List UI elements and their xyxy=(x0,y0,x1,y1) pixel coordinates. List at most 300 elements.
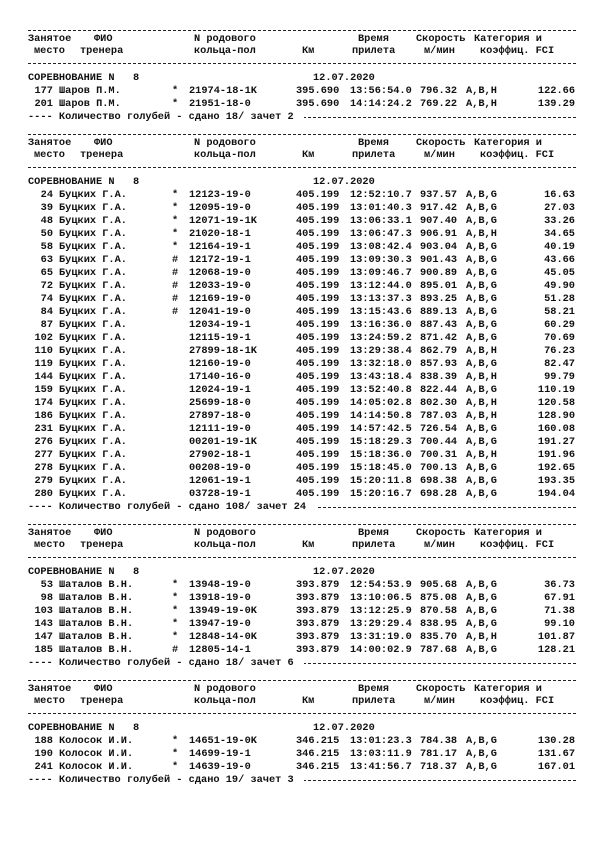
table-row xyxy=(28,631,576,644)
place-cell: 87 xyxy=(40,319,53,331)
distance-cell: 405.199 xyxy=(296,254,340,266)
distance-cell: 393.879 xyxy=(296,644,340,656)
mark-cell: * xyxy=(172,579,179,591)
table-row xyxy=(28,605,576,618)
category-cell: A,B,H xyxy=(466,345,497,357)
mark-cell: # xyxy=(172,644,179,656)
trainer-cell: Буцких Г.А. xyxy=(59,267,127,279)
ring-cell: 13918-19-0 xyxy=(189,592,251,604)
coefficient-cell: 27.03 xyxy=(544,202,575,214)
header-place: Занятое xyxy=(28,137,72,149)
ring-cell: 14699-19-1 xyxy=(189,748,251,760)
category-cell: A,B,G xyxy=(466,358,497,370)
category-cell: A,B,G xyxy=(466,319,497,331)
competition-date: 12.07.2020 xyxy=(313,722,375,734)
place-cell: 280 xyxy=(34,488,53,500)
place-cell: 277 xyxy=(34,449,53,461)
header-fio-sub: тренера xyxy=(80,45,124,57)
mark-cell: # xyxy=(172,306,179,318)
distance-cell: 395.690 xyxy=(296,85,340,97)
place-cell: 174 xyxy=(34,397,53,409)
table-row xyxy=(28,488,576,501)
distance-cell: 405.199 xyxy=(296,280,340,292)
header-time-sub: прилета xyxy=(352,45,396,57)
arrival-time-cell: 13:13:37.3 xyxy=(350,293,412,305)
coefficient-cell: 101.87 xyxy=(537,631,575,643)
summary-text: ---- Количество голубей - сдано 108/ зачет 24 xyxy=(28,501,316,514)
coefficient-cell: 128.21 xyxy=(537,644,575,656)
ring-cell: 12111-19-0 xyxy=(189,423,251,435)
header-fio: ФИО xyxy=(94,683,113,695)
header-time: Время xyxy=(358,33,389,45)
coefficient-cell: 194.04 xyxy=(537,488,575,500)
header-time-sub: прилета xyxy=(352,695,396,707)
column-header xyxy=(28,525,576,551)
place-cell: 276 xyxy=(34,436,53,448)
competition-title: СОРЕВНОВАНИЕ N 8 xyxy=(28,72,140,84)
coefficient-cell: 60.29 xyxy=(544,319,575,331)
place-cell: 201 xyxy=(34,98,53,110)
arrival-time-cell: 13:12:25.9 xyxy=(350,605,412,617)
place-cell: 74 xyxy=(40,293,53,305)
distance-cell: 405.199 xyxy=(296,449,340,461)
results-section xyxy=(28,524,576,670)
header-speed: Скорость xyxy=(416,137,466,149)
spacer xyxy=(28,558,576,566)
arrival-time-cell: 13:32:18.0 xyxy=(350,358,412,370)
header-ring: N родового xyxy=(194,33,256,45)
trainer-cell: Буцких Г.А. xyxy=(59,358,127,370)
ring-cell: 03728-19-1 xyxy=(189,488,251,500)
coefficient-cell: 16.63 xyxy=(544,189,575,201)
table-row xyxy=(28,228,576,241)
category-cell: A,B,G xyxy=(466,592,497,604)
header-fio-sub: тренера xyxy=(80,149,124,161)
distance-cell: 405.199 xyxy=(296,423,340,435)
category-cell: A,B,G xyxy=(466,306,497,318)
speed-cell: 769.22 xyxy=(420,98,458,110)
competition-title: СОРЕВНОВАНИЕ N 8 xyxy=(28,566,140,578)
distance-cell: 393.879 xyxy=(296,579,340,591)
mark-cell: * xyxy=(172,189,179,201)
header-speed-sub: м/мин xyxy=(424,149,455,161)
mark-cell: * xyxy=(172,618,179,630)
distance-cell: 405.199 xyxy=(296,475,340,487)
ring-cell: 17140-16-0 xyxy=(189,371,251,383)
arrival-time-cell: 13:06:47.3 xyxy=(350,228,412,240)
header-fio: ФИО xyxy=(94,137,113,149)
coefficient-cell: 34.65 xyxy=(544,228,575,240)
coefficient-cell: 49.90 xyxy=(544,280,575,292)
arrival-time-cell: 13:09:46.7 xyxy=(350,267,412,279)
table-row xyxy=(28,241,576,254)
category-cell: A,B,G xyxy=(466,462,497,474)
spacer xyxy=(28,714,576,722)
ring-cell: 27902-18-1 xyxy=(189,449,251,461)
header-speed: Скорость xyxy=(416,683,466,695)
ring-cell: 14639-19-0 xyxy=(189,761,251,773)
table-row xyxy=(28,280,576,293)
distance-cell: 405.199 xyxy=(296,189,340,201)
distance-cell: 405.199 xyxy=(296,202,340,214)
coefficient-cell: 120.58 xyxy=(537,397,575,409)
header-category-sub: коэффиц. FCI xyxy=(480,539,555,551)
speed-cell: 893.25 xyxy=(420,293,458,305)
category-cell: A,B,G xyxy=(466,384,497,396)
column-header xyxy=(28,135,576,161)
spacer xyxy=(28,168,576,176)
table-row xyxy=(28,267,576,280)
arrival-time-cell: 13:56:54.0 xyxy=(350,85,412,97)
distance-cell: 405.199 xyxy=(296,410,340,422)
speed-cell: 787.03 xyxy=(420,410,458,422)
place-cell: 24 xyxy=(40,189,53,201)
category-cell: A,B,G xyxy=(466,215,497,227)
header-place-sub: место xyxy=(34,149,65,161)
mark-cell: * xyxy=(172,748,179,760)
trainer-cell: Шаталов В.Н. xyxy=(59,579,134,591)
distance-cell: 405.199 xyxy=(296,397,340,409)
mark-cell: * xyxy=(172,592,179,604)
arrival-time-cell: 13:29:29.4 xyxy=(350,618,412,630)
header-category: Категория и xyxy=(474,527,542,539)
distance-cell: 393.879 xyxy=(296,618,340,630)
header-time: Время xyxy=(358,527,389,539)
summary-text: ---- Количество голубей - сдано 19/ зачет 3 xyxy=(28,774,304,787)
category-cell: A,B,H xyxy=(466,228,497,240)
distance-cell: 405.199 xyxy=(296,293,340,305)
ring-cell: 00208-19-0 xyxy=(189,462,251,474)
coefficient-cell: 67.91 xyxy=(544,592,575,604)
ring-cell: 12033-19-0 xyxy=(189,280,251,292)
coefficient-cell: 33.26 xyxy=(544,215,575,227)
header-ring: N родового xyxy=(194,683,256,695)
spacer xyxy=(28,64,576,72)
coefficient-cell: 36.73 xyxy=(544,579,575,591)
category-cell: A,B,G xyxy=(466,202,497,214)
coefficient-cell: 192.65 xyxy=(537,462,575,474)
place-cell: 103 xyxy=(34,605,53,617)
coefficient-cell: 167.01 xyxy=(537,761,575,773)
header-place-sub: место xyxy=(34,539,65,551)
competition-line xyxy=(28,72,576,85)
category-cell: A,B,H xyxy=(466,410,497,422)
header-fio-sub: тренера xyxy=(80,539,124,551)
ring-cell: 25699-18-0 xyxy=(189,397,251,409)
arrival-time-cell: 13:10:06.5 xyxy=(350,592,412,604)
section-summary xyxy=(28,657,576,670)
table-row xyxy=(28,436,576,449)
category-cell: A,B,G xyxy=(466,475,497,487)
arrival-time-cell: 15:20:11.8 xyxy=(350,475,412,487)
coefficient-cell: 191.96 xyxy=(537,449,575,461)
arrival-time-cell: 15:20:16.7 xyxy=(350,488,412,500)
table-row xyxy=(28,592,576,605)
ring-cell: 12805-14-1 xyxy=(189,644,251,656)
trainer-cell: Шаров П.М. xyxy=(59,98,121,110)
distance-cell: 405.199 xyxy=(296,436,340,448)
trainer-cell: Буцких Г.А. xyxy=(59,202,127,214)
arrival-time-cell: 13:16:36.0 xyxy=(350,319,412,331)
place-cell: 159 xyxy=(34,384,53,396)
category-cell: A,B,G xyxy=(466,280,497,292)
speed-cell: 862.79 xyxy=(420,345,458,357)
category-cell: A,B,G xyxy=(466,735,497,747)
header-fio: ФИО xyxy=(94,527,113,539)
speed-cell: 838.95 xyxy=(420,618,458,630)
category-cell: A,B,G xyxy=(466,644,497,656)
arrival-time-cell: 14:14:50.8 xyxy=(350,410,412,422)
trainer-cell: Буцких Г.А. xyxy=(59,449,127,461)
place-cell: 102 xyxy=(34,332,53,344)
distance-cell: 395.690 xyxy=(296,98,340,110)
speed-cell: 781.17 xyxy=(420,748,458,760)
coefficient-cell: 193.35 xyxy=(537,475,575,487)
header-time-sub: прилета xyxy=(352,539,396,551)
table-row xyxy=(28,462,576,475)
speed-cell: 796.32 xyxy=(420,85,458,97)
category-cell: A,B,H xyxy=(466,85,497,97)
coefficient-cell: 131.67 xyxy=(537,748,575,760)
trainer-cell: Буцких Г.А. xyxy=(59,332,127,344)
ring-cell: 13948-19-0 xyxy=(189,579,251,591)
mark-cell: # xyxy=(172,267,179,279)
arrival-time-cell: 14:57:42.5 xyxy=(350,423,412,435)
ring-cell: 12068-19-0 xyxy=(189,267,251,279)
distance-cell: 405.199 xyxy=(296,332,340,344)
header-category: Категория и xyxy=(474,137,542,149)
trainer-cell: Шаталов В.Н. xyxy=(59,618,134,630)
table-row xyxy=(28,189,576,202)
category-cell: A,B,G xyxy=(466,748,497,760)
category-cell: A,B,G xyxy=(466,488,497,500)
header-time: Время xyxy=(358,683,389,695)
ring-cell: 12095-19-0 xyxy=(189,202,251,214)
table-row xyxy=(28,761,576,774)
trainer-cell: Буцких Г.А. xyxy=(59,228,127,240)
mark-cell: * xyxy=(172,241,179,253)
coefficient-cell: 45.05 xyxy=(544,267,575,279)
coefficient-cell: 160.08 xyxy=(537,423,575,435)
header-category: Категория и xyxy=(474,33,542,45)
place-cell: 110 xyxy=(34,345,53,357)
trainer-cell: Буцких Г.А. xyxy=(59,462,127,474)
category-cell: A,B,H xyxy=(466,631,497,643)
speed-cell: 871.42 xyxy=(420,332,458,344)
place-cell: 241 xyxy=(34,761,53,773)
mark-cell: * xyxy=(172,215,179,227)
speed-cell: 802.30 xyxy=(420,397,458,409)
speed-cell: 900.89 xyxy=(420,267,458,279)
distance-cell: 405.199 xyxy=(296,241,340,253)
distance-cell: 405.199 xyxy=(296,306,340,318)
speed-cell: 906.91 xyxy=(420,228,458,240)
table-row xyxy=(28,397,576,410)
speed-cell: 917.42 xyxy=(420,202,458,214)
results-section xyxy=(28,134,576,514)
place-cell: 84 xyxy=(40,306,53,318)
category-cell: A,B,G xyxy=(466,761,497,773)
coefficient-cell: 99.79 xyxy=(544,371,575,383)
arrival-time-cell: 13:06:33.1 xyxy=(350,215,412,227)
table-row xyxy=(28,748,576,761)
coefficient-cell: 130.28 xyxy=(537,735,575,747)
category-cell: A,B,G xyxy=(466,332,497,344)
table-row xyxy=(28,98,576,111)
arrival-time-cell: 13:09:30.3 xyxy=(350,254,412,266)
trainer-cell: Буцких Г.А. xyxy=(59,189,127,201)
arrival-time-cell: 14:05:02.8 xyxy=(350,397,412,409)
distance-cell: 405.199 xyxy=(296,462,340,474)
header-category-sub: коэффиц. FCI xyxy=(480,45,555,57)
section-summary xyxy=(28,111,576,124)
table-row xyxy=(28,475,576,488)
place-cell: 144 xyxy=(34,371,53,383)
table-row xyxy=(28,345,576,358)
coefficient-cell: 191.27 xyxy=(537,436,575,448)
speed-cell: 889.13 xyxy=(420,306,458,318)
table-row xyxy=(28,449,576,462)
header-speed: Скорость xyxy=(416,33,466,45)
place-cell: 278 xyxy=(34,462,53,474)
category-cell: A,B,G xyxy=(466,618,497,630)
arrival-time-cell: 12:52:10.7 xyxy=(350,189,412,201)
category-cell: A,B,G xyxy=(466,605,497,617)
trainer-cell: Колосок И.И. xyxy=(59,735,134,747)
results-section xyxy=(28,30,576,124)
header-place-sub: место xyxy=(34,45,65,57)
arrival-time-cell: 13:41:56.7 xyxy=(350,761,412,773)
distance-cell: 405.199 xyxy=(296,384,340,396)
ring-cell: 12848-14-0K xyxy=(189,631,257,643)
ring-cell: 13949-19-0K xyxy=(189,605,257,617)
category-cell: A,B,G xyxy=(466,436,497,448)
competition-date: 12.07.2020 xyxy=(313,566,375,578)
distance-cell: 346.215 xyxy=(296,748,340,760)
trainer-cell: Колосок И.И. xyxy=(59,761,134,773)
category-cell: A,B,H xyxy=(466,371,497,383)
category-cell: A,B,G xyxy=(466,423,497,435)
table-row xyxy=(28,384,576,397)
table-row xyxy=(28,358,576,371)
arrival-time-cell: 15:18:45.0 xyxy=(350,462,412,474)
table-row xyxy=(28,215,576,228)
ring-cell: 12160-19-0 xyxy=(189,358,251,370)
mark-cell: * xyxy=(172,605,179,617)
distance-cell: 405.199 xyxy=(296,488,340,500)
category-cell: A,B,G xyxy=(466,254,497,266)
results-section xyxy=(28,680,576,787)
ring-cell: 12164-19-1 xyxy=(189,241,251,253)
mark-cell: # xyxy=(172,254,179,266)
speed-cell: 838.39 xyxy=(420,371,458,383)
trainer-cell: Буцких Г.А. xyxy=(59,384,127,396)
arrival-time-cell: 15:18:36.0 xyxy=(350,449,412,461)
distance-cell: 346.215 xyxy=(296,761,340,773)
coefficient-cell: 139.29 xyxy=(537,98,575,110)
distance-cell: 405.199 xyxy=(296,215,340,227)
distance-cell: 346.215 xyxy=(296,735,340,747)
table-row xyxy=(28,319,576,332)
trainer-cell: Буцких Г.А. xyxy=(59,215,127,227)
coefficient-cell: 82.47 xyxy=(544,358,575,370)
table-row xyxy=(28,371,576,384)
arrival-time-cell: 12:54:53.9 xyxy=(350,579,412,591)
mark-cell: # xyxy=(172,280,179,292)
category-cell: A,B,G xyxy=(466,241,497,253)
header-place-sub: место xyxy=(34,695,65,707)
speed-cell: 887.43 xyxy=(420,319,458,331)
trainer-cell: Буцких Г.А. xyxy=(59,293,127,305)
place-cell: 48 xyxy=(40,215,53,227)
place-cell: 177 xyxy=(34,85,53,97)
place-cell: 231 xyxy=(34,423,53,435)
arrival-time-cell: 13:03:11.9 xyxy=(350,748,412,760)
header-ring-sub: кольца-пол xyxy=(194,45,256,57)
coefficient-cell: 43.66 xyxy=(544,254,575,266)
speed-cell: 895.01 xyxy=(420,280,458,292)
arrival-time-cell: 14:00:02.9 xyxy=(350,644,412,656)
ring-cell: 12024-19-1 xyxy=(189,384,251,396)
table-row xyxy=(28,306,576,319)
ring-cell: 12123-19-0 xyxy=(189,189,251,201)
distance-cell: 393.879 xyxy=(296,605,340,617)
competition-line xyxy=(28,176,576,189)
distance-cell: 393.879 xyxy=(296,592,340,604)
speed-cell: 718.37 xyxy=(420,761,458,773)
table-row xyxy=(28,423,576,436)
mark-cell: * xyxy=(172,85,179,97)
competition-date: 12.07.2020 xyxy=(313,176,375,188)
results-document xyxy=(28,30,576,797)
trainer-cell: Шаталов В.Н. xyxy=(59,644,134,656)
ring-cell: 13947-19-0 xyxy=(189,618,251,630)
arrival-time-cell: 13:01:40.3 xyxy=(350,202,412,214)
table-row xyxy=(28,735,576,748)
competition-line xyxy=(28,722,576,735)
speed-cell: 700.13 xyxy=(420,462,458,474)
trainer-cell: Шаталов В.Н. xyxy=(59,605,134,617)
ring-cell: 12061-19-1 xyxy=(189,475,251,487)
trainer-cell: Шаталов В.Н. xyxy=(59,631,134,643)
table-row xyxy=(28,332,576,345)
header-place: Занятое xyxy=(28,33,72,45)
category-cell: A,B,G xyxy=(466,293,497,305)
place-cell: 185 xyxy=(34,644,53,656)
distance-cell: 393.879 xyxy=(296,631,340,643)
speed-cell: 698.28 xyxy=(420,488,458,500)
speed-cell: 835.70 xyxy=(420,631,458,643)
header-place: Занятое xyxy=(28,683,72,695)
trainer-cell: Буцких Г.А. xyxy=(59,306,127,318)
trainer-cell: Шаталов В.Н. xyxy=(59,592,134,604)
header-time: Время xyxy=(358,137,389,149)
header-ring-sub: кольца-пол xyxy=(194,149,256,161)
distance-cell: 405.199 xyxy=(296,319,340,331)
summary-text: ---- Количество голубей - сдано 18/ зачет 6 xyxy=(28,657,304,670)
header-category-sub: коэффиц. FCI xyxy=(480,149,555,161)
trainer-cell: Буцких Г.А. xyxy=(59,319,127,331)
arrival-time-cell: 14:14:24.2 xyxy=(350,98,412,110)
arrival-time-cell: 13:01:23.3 xyxy=(350,735,412,747)
coefficient-cell: 128.90 xyxy=(537,410,575,422)
arrival-time-cell: 13:15:43.6 xyxy=(350,306,412,318)
category-cell: A,B,H xyxy=(466,98,497,110)
section-summary xyxy=(28,501,576,514)
speed-cell: 870.58 xyxy=(420,605,458,617)
mark-cell: * xyxy=(172,631,179,643)
distance-cell: 405.199 xyxy=(296,345,340,357)
